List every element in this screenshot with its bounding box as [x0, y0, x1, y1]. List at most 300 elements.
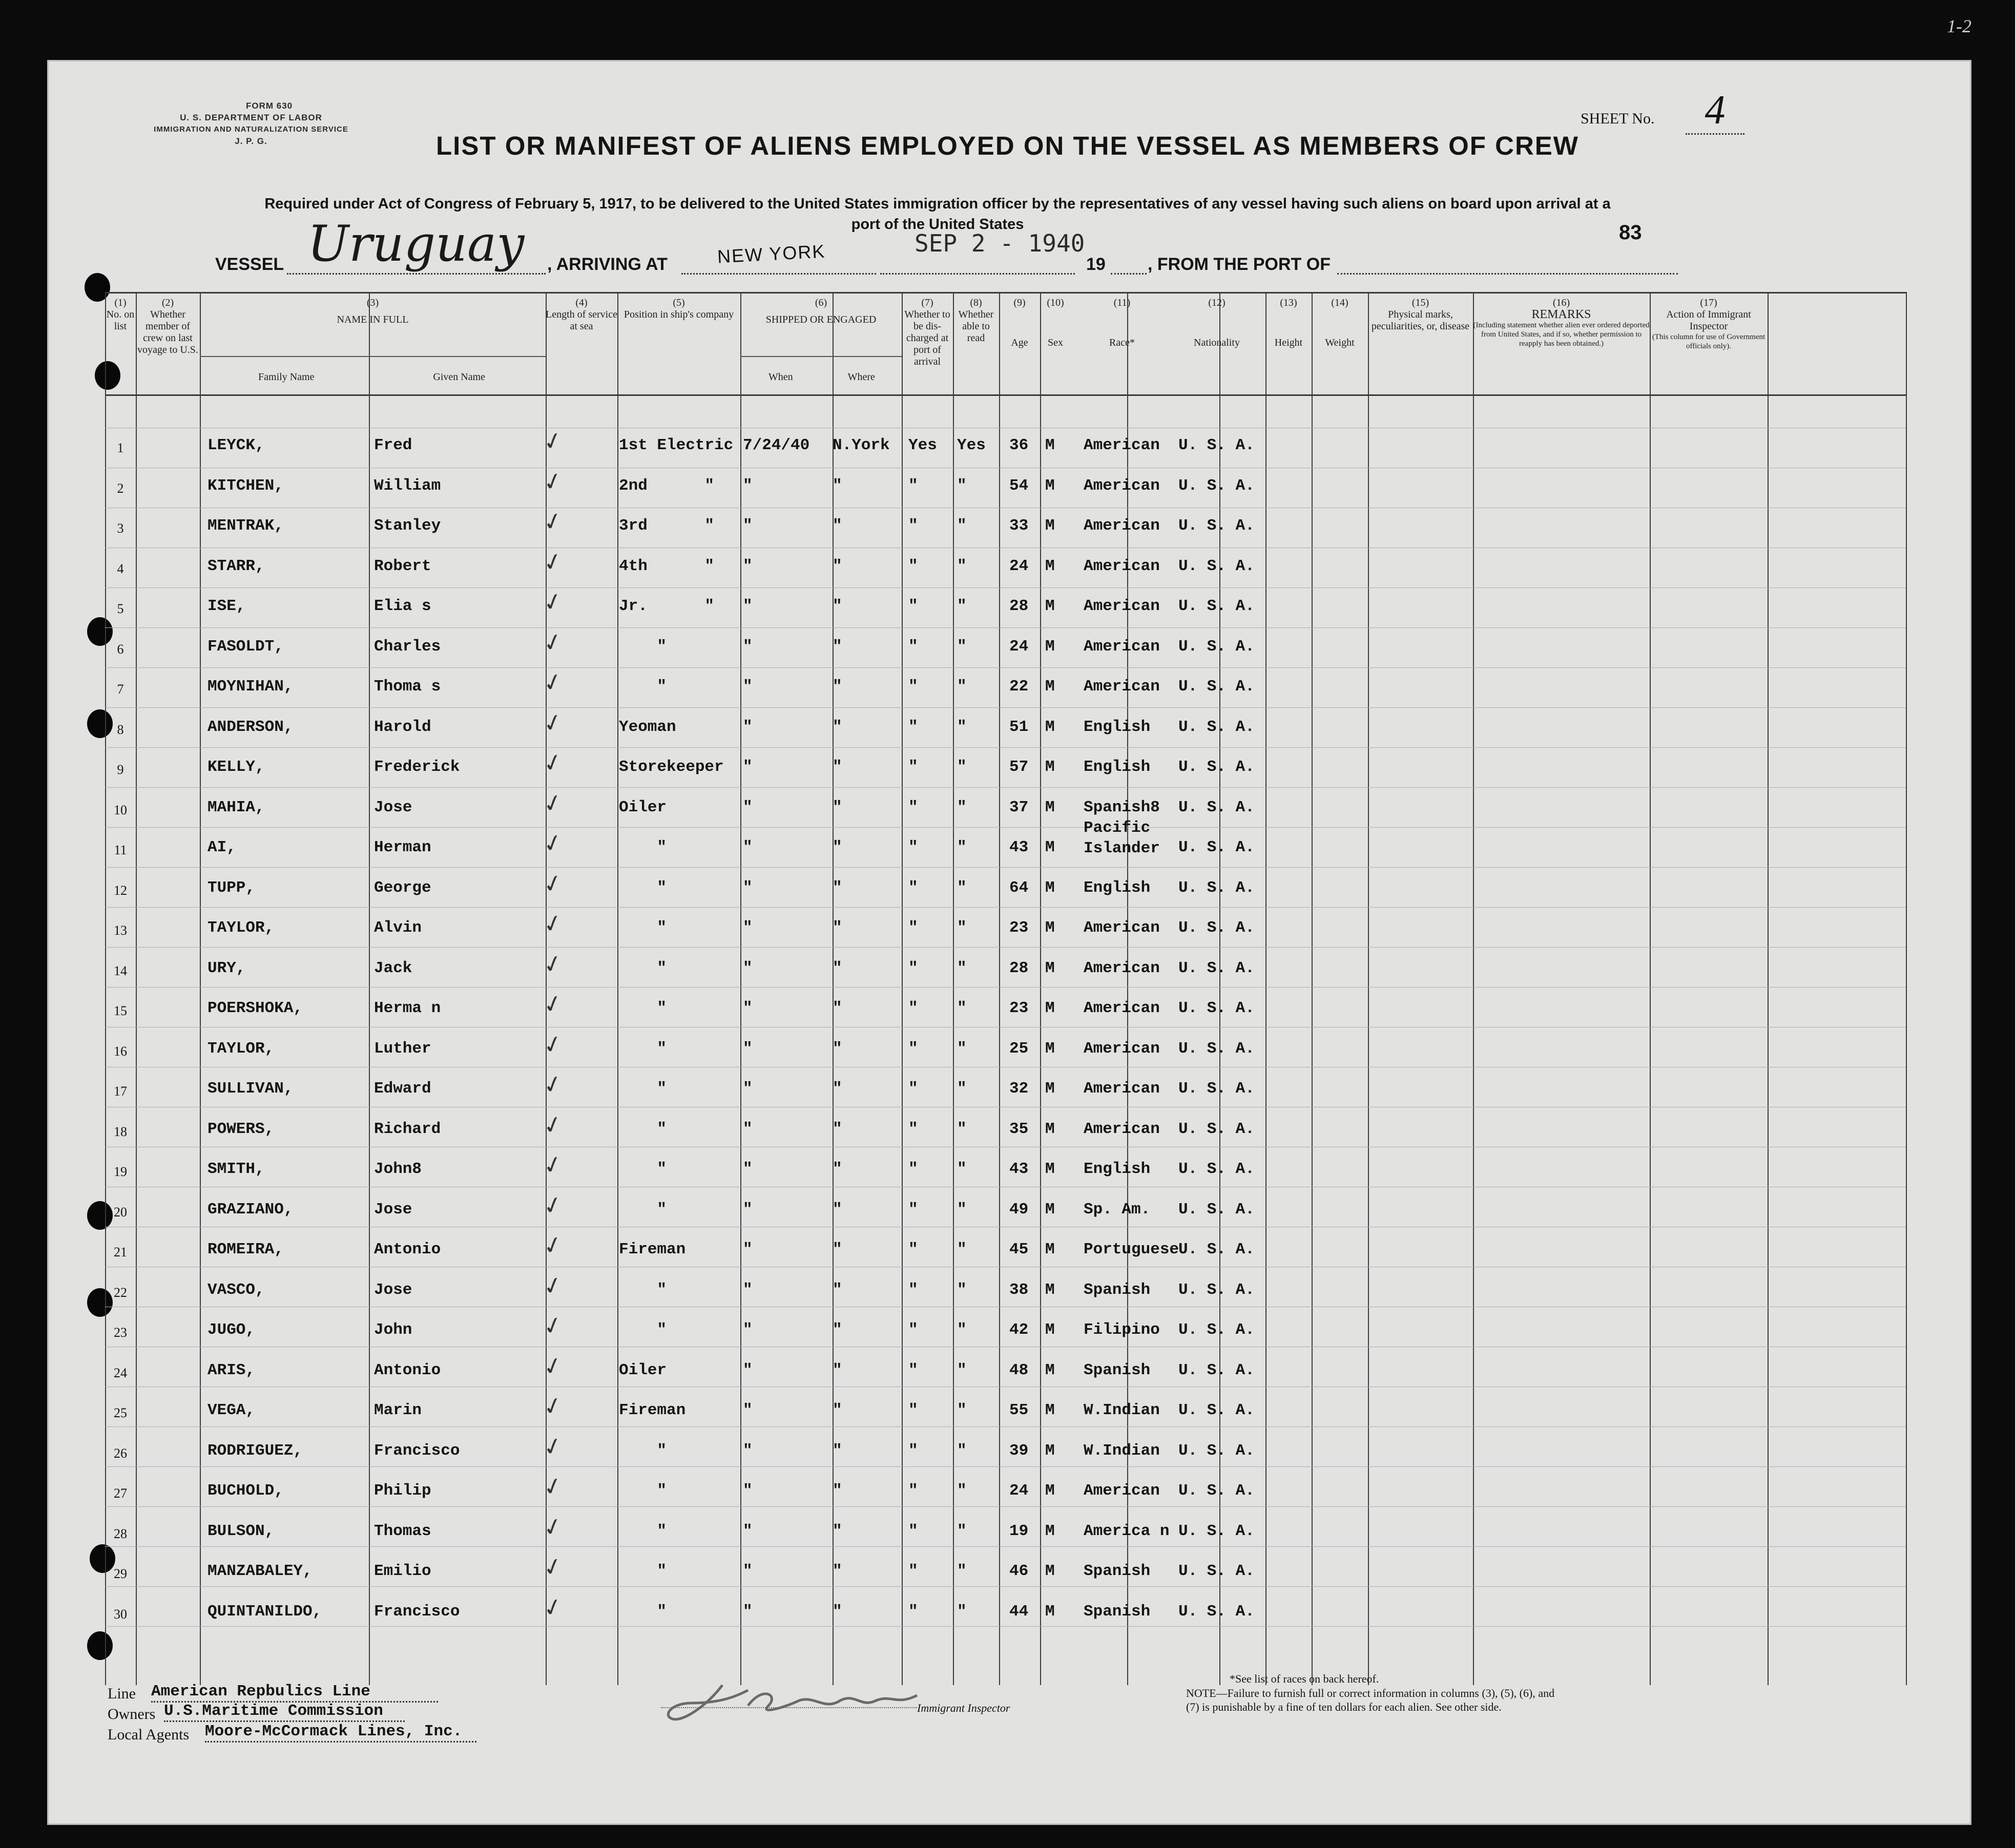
cell-position: Fireman	[619, 1401, 686, 1419]
cell-position: "	[619, 1602, 667, 1621]
cell-age: 45	[1009, 1241, 1029, 1258]
cell-when: 7/24/40	[743, 436, 810, 454]
cell-nationality: U. S. A.	[1178, 999, 1255, 1017]
cell-sex: M	[1045, 878, 1055, 897]
cell-family: POERSHOKA,	[207, 999, 303, 1017]
cell-given: Fred	[374, 436, 412, 454]
column-header	[1368, 297, 1473, 332]
checkmark-icon: ✓	[540, 908, 566, 939]
table-row	[0, 1351, 2015, 1392]
checkmark-icon: ✓	[540, 1592, 566, 1623]
cell-read: "	[957, 838, 967, 856]
column-number: (3)	[366, 297, 379, 308]
cell-family: QUINTANILDO,	[207, 1602, 322, 1621]
cell-when: "	[743, 959, 753, 977]
cell-given: Luther	[374, 1039, 431, 1058]
cell-position: "	[619, 919, 667, 937]
cell-where: "	[833, 1080, 842, 1098]
cell-position: 1st Electric	[619, 436, 734, 454]
cell-when: "	[743, 1401, 753, 1419]
cell-discharged: "	[908, 1441, 918, 1460]
cell-where: "	[833, 1321, 842, 1339]
cell-race: American	[1084, 637, 1160, 656]
checkmark-icon: ✓	[540, 1351, 566, 1381]
cell-where: "	[833, 476, 842, 495]
cell-position: "	[619, 1321, 667, 1339]
table-row	[0, 1592, 2015, 1633]
cell-nationality: U. S. A.	[1178, 1120, 1255, 1138]
cell-nationality: U. S. A.	[1178, 1361, 1255, 1379]
cell-family: SULLIVAN,	[207, 1080, 294, 1098]
cell-position: "	[619, 1562, 667, 1580]
cell-family: TAYLOR,	[207, 919, 275, 937]
cell-where: "	[833, 1401, 842, 1419]
cell-age: 24	[1009, 637, 1029, 656]
cell-nationality: U. S. A.	[1178, 878, 1255, 897]
column-label: Weight	[1325, 337, 1355, 348]
cell-age: 19	[1009, 1522, 1029, 1540]
column-detail: (This column for use of Government officials only).	[1652, 333, 1765, 350]
cell-discharged: "	[908, 1602, 918, 1621]
cell-race: Filipino	[1084, 1321, 1160, 1339]
cell-position: Jr. "	[619, 597, 715, 615]
cell-read: "	[957, 1280, 967, 1299]
cell-no: 3	[117, 521, 124, 536]
cell-position: 3rd "	[619, 517, 715, 535]
table-row	[0, 506, 2015, 548]
cell-no: 15	[114, 1003, 127, 1018]
cell-no: 18	[114, 1124, 127, 1139]
cell-age: 25	[1009, 1039, 1029, 1058]
cell-given: Frederick	[374, 758, 460, 776]
cell-nationality: U. S. A.	[1178, 959, 1255, 977]
cell-position: Oiler	[619, 1361, 667, 1379]
cell-read: "	[957, 1562, 967, 1580]
punch-hole	[95, 361, 120, 390]
cell-when: "	[743, 878, 753, 897]
cell-where: "	[833, 557, 842, 575]
cell-discharged: "	[908, 517, 918, 535]
cell-read: "	[957, 1361, 967, 1379]
cell-family: AI,	[207, 838, 236, 856]
cell-age: 23	[1009, 919, 1029, 937]
column-number: (4)	[575, 297, 588, 308]
cell-read: "	[957, 1120, 967, 1138]
cell-race: W.Indian	[1084, 1441, 1160, 1460]
cell-read: "	[957, 1200, 967, 1219]
cell-family: ROMEIRA,	[207, 1241, 284, 1258]
cell-race: English	[1084, 1160, 1151, 1178]
checkmark-icon: ✓	[540, 667, 566, 698]
cell-given: Charles	[374, 637, 441, 656]
cell-where: "	[833, 678, 842, 696]
column-label: Age	[1011, 337, 1028, 348]
cell-when: "	[743, 1482, 753, 1500]
cell-no: 2	[117, 480, 124, 496]
cell-given: Antonio	[374, 1241, 441, 1258]
column-subheader: When	[768, 371, 793, 383]
column-number: (13)	[1280, 297, 1297, 308]
cell-no: 5	[117, 601, 124, 616]
races-note: *See list of races on back hereof.	[1230, 1672, 1379, 1685]
column-number: (11)	[1113, 297, 1131, 308]
cell-discharged: "	[908, 959, 918, 977]
cell-when: "	[743, 1160, 753, 1178]
date-stamp: SEP 2 - 1940	[915, 229, 1085, 257]
cell-given: Thoma s	[374, 678, 441, 696]
cell-family: BUCHOLD,	[207, 1482, 284, 1500]
cell-where: "	[833, 718, 842, 736]
header-rule	[105, 394, 1906, 396]
cell-no: 14	[114, 963, 127, 978]
cell-family: POWERS,	[207, 1120, 275, 1138]
cell-when: "	[743, 718, 753, 736]
table-row	[0, 547, 2015, 588]
cell-nationality: U. S. A.	[1178, 1401, 1255, 1419]
column-number: (7)	[921, 297, 933, 308]
column-header	[740, 297, 902, 383]
checkmark-icon: ✓	[540, 1471, 566, 1502]
cell-family: MENTRAK,	[207, 517, 284, 535]
cell-family: STARR,	[207, 557, 265, 575]
table-row	[0, 707, 2015, 749]
cell-race: American	[1084, 1039, 1160, 1058]
cell-family: MOYNIHAN,	[207, 678, 294, 696]
cell-position: "	[619, 838, 667, 856]
department-name: U. S. DEPARTMENT OF LABOR	[180, 113, 322, 122]
cell-age: 32	[1009, 1080, 1029, 1098]
table-row	[0, 949, 2015, 990]
cell-read: "	[957, 597, 967, 615]
table-row	[0, 466, 2015, 508]
cell-family: ISE,	[207, 597, 246, 615]
checkmark-icon: ✓	[540, 788, 566, 818]
cell-read: "	[957, 718, 967, 736]
column-label: Action of Immigrant Inspector	[1666, 309, 1751, 332]
cell-when: "	[743, 1120, 753, 1138]
cell-read: "	[957, 1039, 967, 1058]
cell-no: 20	[114, 1204, 127, 1220]
cell-where: "	[833, 597, 842, 615]
cell-age: 51	[1009, 718, 1029, 736]
cell-read: "	[957, 999, 967, 1017]
table-row	[0, 1190, 2015, 1231]
cell-no: 24	[114, 1365, 127, 1380]
cell-nationality: U. S. A.	[1178, 919, 1255, 937]
table-row	[0, 788, 2015, 829]
cell-nationality: U. S. A.	[1178, 1080, 1255, 1098]
cell-no: 4	[117, 561, 124, 576]
cell-sex: M	[1045, 1241, 1055, 1258]
checkmark-icon: ✓	[540, 547, 566, 577]
cell-family: GRAZIANO,	[207, 1200, 294, 1219]
checkmark-icon: ✓	[540, 466, 566, 497]
cell-read: "	[957, 557, 967, 575]
cell-where: N.York	[833, 436, 890, 454]
cell-age: 35	[1009, 1120, 1029, 1138]
cell-when: "	[743, 1361, 753, 1379]
cell-discharged: "	[908, 1039, 918, 1058]
cell-given: John	[374, 1321, 412, 1339]
cell-race: American	[1084, 517, 1160, 535]
column-subheader: Family Name	[258, 371, 315, 383]
cell-when: "	[743, 999, 753, 1017]
cell-age: 64	[1009, 878, 1029, 897]
cell-discharged: "	[908, 637, 918, 656]
year-label: 19	[1086, 255, 1106, 274]
cell-discharged: "	[908, 838, 918, 856]
column-header	[617, 297, 740, 321]
cell-no: 30	[114, 1606, 127, 1622]
cell-when: "	[743, 476, 753, 495]
cell-read: "	[957, 758, 967, 776]
cell-read: Yes	[957, 436, 986, 454]
agents-dotted-line	[205, 1739, 476, 1742]
cell-where: "	[833, 637, 842, 656]
cell-discharged: "	[908, 1401, 918, 1419]
cell-sex: M	[1045, 718, 1055, 736]
cell-family: RODRIGUEZ,	[207, 1441, 303, 1460]
cell-nationality: U. S. A.	[1178, 1039, 1255, 1058]
table-row	[0, 1149, 2015, 1191]
cell-race: American	[1084, 919, 1160, 937]
checkmark-icon: ✓	[540, 949, 566, 979]
cell-where: "	[833, 1280, 842, 1299]
cell-given: Jose	[374, 1200, 412, 1219]
cell-sex: M	[1045, 1482, 1055, 1500]
cell-discharged: "	[908, 1522, 918, 1540]
column-number: (8)	[970, 297, 982, 308]
column-label: Race*	[1109, 337, 1135, 348]
cell-age: 42	[1009, 1321, 1029, 1339]
cell-sex: M	[1045, 517, 1055, 535]
cell-position: "	[619, 1160, 667, 1178]
cell-given: Alvin	[374, 919, 422, 937]
subheader-rule	[200, 356, 546, 357]
cell-nationality: U. S. A.	[1178, 1280, 1255, 1299]
checkmark-icon: ✓	[540, 747, 566, 779]
checkmark-icon: ✓	[540, 627, 566, 658]
cell-no: 26	[114, 1445, 127, 1461]
cell-read: "	[957, 1241, 967, 1258]
cell-nationality: U. S. A.	[1178, 597, 1255, 615]
cell-position: "	[619, 1120, 667, 1138]
cell-read: "	[957, 1321, 967, 1339]
table-row	[0, 1431, 2015, 1473]
cell-no: 17	[114, 1084, 127, 1099]
cell-nationality: U. S. A.	[1178, 1602, 1255, 1621]
column-detail: (Including statement whether alien ever ordered deported from United States, and if so, whether permission to reapply has been obtained.)	[1473, 321, 1650, 348]
cell-where: "	[833, 959, 842, 977]
cell-read: "	[957, 798, 967, 816]
cell-race: Pacific Islander	[1084, 819, 1160, 857]
cell-position: 4th "	[619, 557, 715, 575]
cell-discharged: "	[908, 919, 918, 937]
column-header	[902, 297, 953, 368]
vessel-name: Uruguay	[307, 215, 525, 272]
cell-where: "	[833, 1522, 842, 1540]
inspector-label: Immigrant Inspector	[917, 1702, 1010, 1714]
owners-label: Owners	[108, 1706, 156, 1723]
column-subheader: Where	[847, 371, 875, 383]
column-label: SHIPPED OR ENGAGED	[765, 314, 877, 325]
cell-where: "	[833, 1120, 842, 1138]
cell-when: "	[743, 1200, 753, 1219]
cell-sex: M	[1045, 758, 1055, 776]
cell-age: 38	[1009, 1280, 1029, 1299]
cell-age: 36	[1009, 436, 1029, 454]
cell-discharged: "	[908, 678, 918, 696]
cell-family: TUPP,	[207, 878, 256, 897]
checkmark-icon: ✓	[540, 1149, 566, 1181]
cell-where: "	[833, 1482, 842, 1500]
cell-discharged: "	[908, 1482, 918, 1500]
header-rule	[105, 292, 1906, 293]
checkmark-icon: ✓	[540, 1310, 566, 1341]
subtitle-line-1: Required under Act of Congress of February 5, 1917, to be delivered to the United States immigration officer by the representatives of any vessel having such aliens on board upon arrival at a	[264, 196, 1611, 212]
cell-family: BULSON,	[207, 1522, 275, 1540]
cell-no: 23	[114, 1325, 127, 1340]
table-row	[0, 586, 2015, 628]
cell-family: SMITH,	[207, 1160, 265, 1178]
cell-age: 57	[1009, 758, 1029, 776]
cell-race: American	[1084, 1482, 1160, 1500]
column-header	[105, 297, 136, 332]
cell-age: 49	[1009, 1200, 1029, 1219]
cell-read: "	[957, 637, 967, 656]
cell-age: 37	[1009, 798, 1029, 816]
cell-race: American	[1084, 678, 1160, 696]
cell-given: Stanley	[374, 517, 441, 535]
cell-race: American	[1084, 436, 1160, 454]
cell-nationality: U. S. A.	[1178, 1200, 1255, 1219]
cell-sex: M	[1045, 1441, 1055, 1460]
cell-given: Francisco	[374, 1441, 460, 1460]
table-row	[0, 1310, 2015, 1352]
cell-sex: M	[1045, 959, 1055, 977]
cell-discharged: "	[908, 1361, 918, 1379]
cell-position: "	[619, 637, 667, 656]
column-number: (1)	[114, 297, 127, 308]
cell-sex: M	[1045, 1522, 1055, 1540]
cell-no: 13	[114, 923, 127, 938]
cell-age: 33	[1009, 517, 1029, 535]
cell-sex: M	[1045, 1200, 1055, 1219]
cell-no: 11	[114, 843, 127, 857]
cell-discharged: "	[908, 597, 918, 615]
checkmark-icon: ✓	[540, 707, 566, 738]
column-number: (5)	[673, 297, 685, 308]
cell-race: English	[1084, 718, 1151, 736]
table-row	[0, 1511, 2015, 1553]
cell-race: American	[1084, 557, 1160, 575]
cell-nationality: U. S. A.	[1178, 517, 1255, 535]
cell-given: Herma n	[374, 999, 441, 1017]
agents-value: Moore-McCormack Lines, Inc.	[205, 1723, 463, 1740]
table-row	[0, 1109, 2015, 1151]
form-code: J. P. G.	[235, 136, 267, 146]
cell-nationality: U. S. A.	[1178, 1321, 1255, 1339]
cell-sex: M	[1045, 476, 1055, 495]
checkmark-icon: ✓	[540, 828, 566, 859]
cell-family: MANZABALEY,	[207, 1562, 313, 1580]
cell-age: 23	[1009, 999, 1029, 1017]
cell-when: "	[743, 557, 753, 575]
column-header	[1650, 297, 1768, 351]
cell-race: Portuguese	[1084, 1241, 1179, 1258]
cell-race: American	[1084, 597, 1160, 615]
cell-age: 28	[1009, 597, 1029, 615]
cell-read: "	[957, 678, 967, 696]
column-number: (17)	[1700, 297, 1717, 308]
cell-where: "	[833, 1602, 842, 1621]
cell-race: American	[1084, 1120, 1160, 1138]
column-label: Nationality	[1194, 337, 1240, 348]
cell-read: "	[957, 1522, 967, 1540]
column-number: (9)	[1013, 297, 1026, 308]
inspector-dotted-line	[661, 1706, 917, 1708]
cell-where: "	[833, 999, 842, 1017]
line-label: Line	[108, 1685, 136, 1702]
cell-sex: M	[1045, 436, 1055, 454]
column-label: NAME IN FULL	[337, 314, 409, 325]
column-number: (2)	[161, 297, 174, 308]
cell-read: "	[957, 959, 967, 977]
cell-position: "	[619, 1080, 667, 1098]
cell-when: "	[743, 1321, 753, 1339]
checkmark-icon: ✓	[540, 1391, 566, 1422]
cell-discharged: Yes	[908, 436, 937, 454]
table-row	[0, 819, 2015, 869]
cell-discharged: "	[908, 999, 918, 1017]
column-number: (12)	[1208, 297, 1225, 308]
cell-no: 21	[114, 1245, 127, 1259]
cell-when: "	[743, 1562, 753, 1580]
cell-family: ANDERSON,	[207, 718, 294, 736]
cell-given: Emilio	[374, 1562, 431, 1580]
column-label: Sex	[1048, 337, 1063, 348]
cell-age: 28	[1009, 959, 1029, 977]
column-number: (16)	[1552, 297, 1570, 308]
cell-family: LEYCK,	[207, 436, 265, 454]
agents-label: Local Agents	[108, 1726, 190, 1743]
cell-given: George	[374, 878, 431, 897]
cell-given: Marin	[374, 1401, 422, 1419]
cell-no: 9	[117, 762, 124, 777]
cell-position: Storekeeper	[619, 758, 724, 776]
cell-nationality: U. S. A.	[1178, 758, 1255, 776]
table-row	[0, 1471, 2015, 1513]
column-label: Whether to be dis-charged at port of arrival	[904, 309, 950, 367]
cell-discharged: "	[908, 1562, 918, 1580]
cell-race: English	[1084, 758, 1151, 776]
table-row	[0, 1029, 2015, 1070]
cell-race: American	[1084, 999, 1160, 1017]
cell-position: "	[619, 1441, 667, 1460]
column-label: No. on list	[106, 309, 135, 332]
column-header	[546, 297, 617, 332]
cell-discharged: "	[908, 1241, 918, 1258]
corner-mark: 1-2	[1947, 16, 1971, 36]
cell-race: Spanish	[1084, 1562, 1151, 1580]
table-row	[0, 627, 2015, 668]
cell-race: American	[1084, 959, 1160, 977]
cell-sex: M	[1045, 919, 1055, 937]
cell-where: "	[833, 1562, 842, 1580]
column-label: Physical marks, peculiarities, or, disease	[1371, 309, 1470, 332]
cell-position: "	[619, 1482, 667, 1500]
cell-family: VASCO,	[207, 1280, 265, 1299]
